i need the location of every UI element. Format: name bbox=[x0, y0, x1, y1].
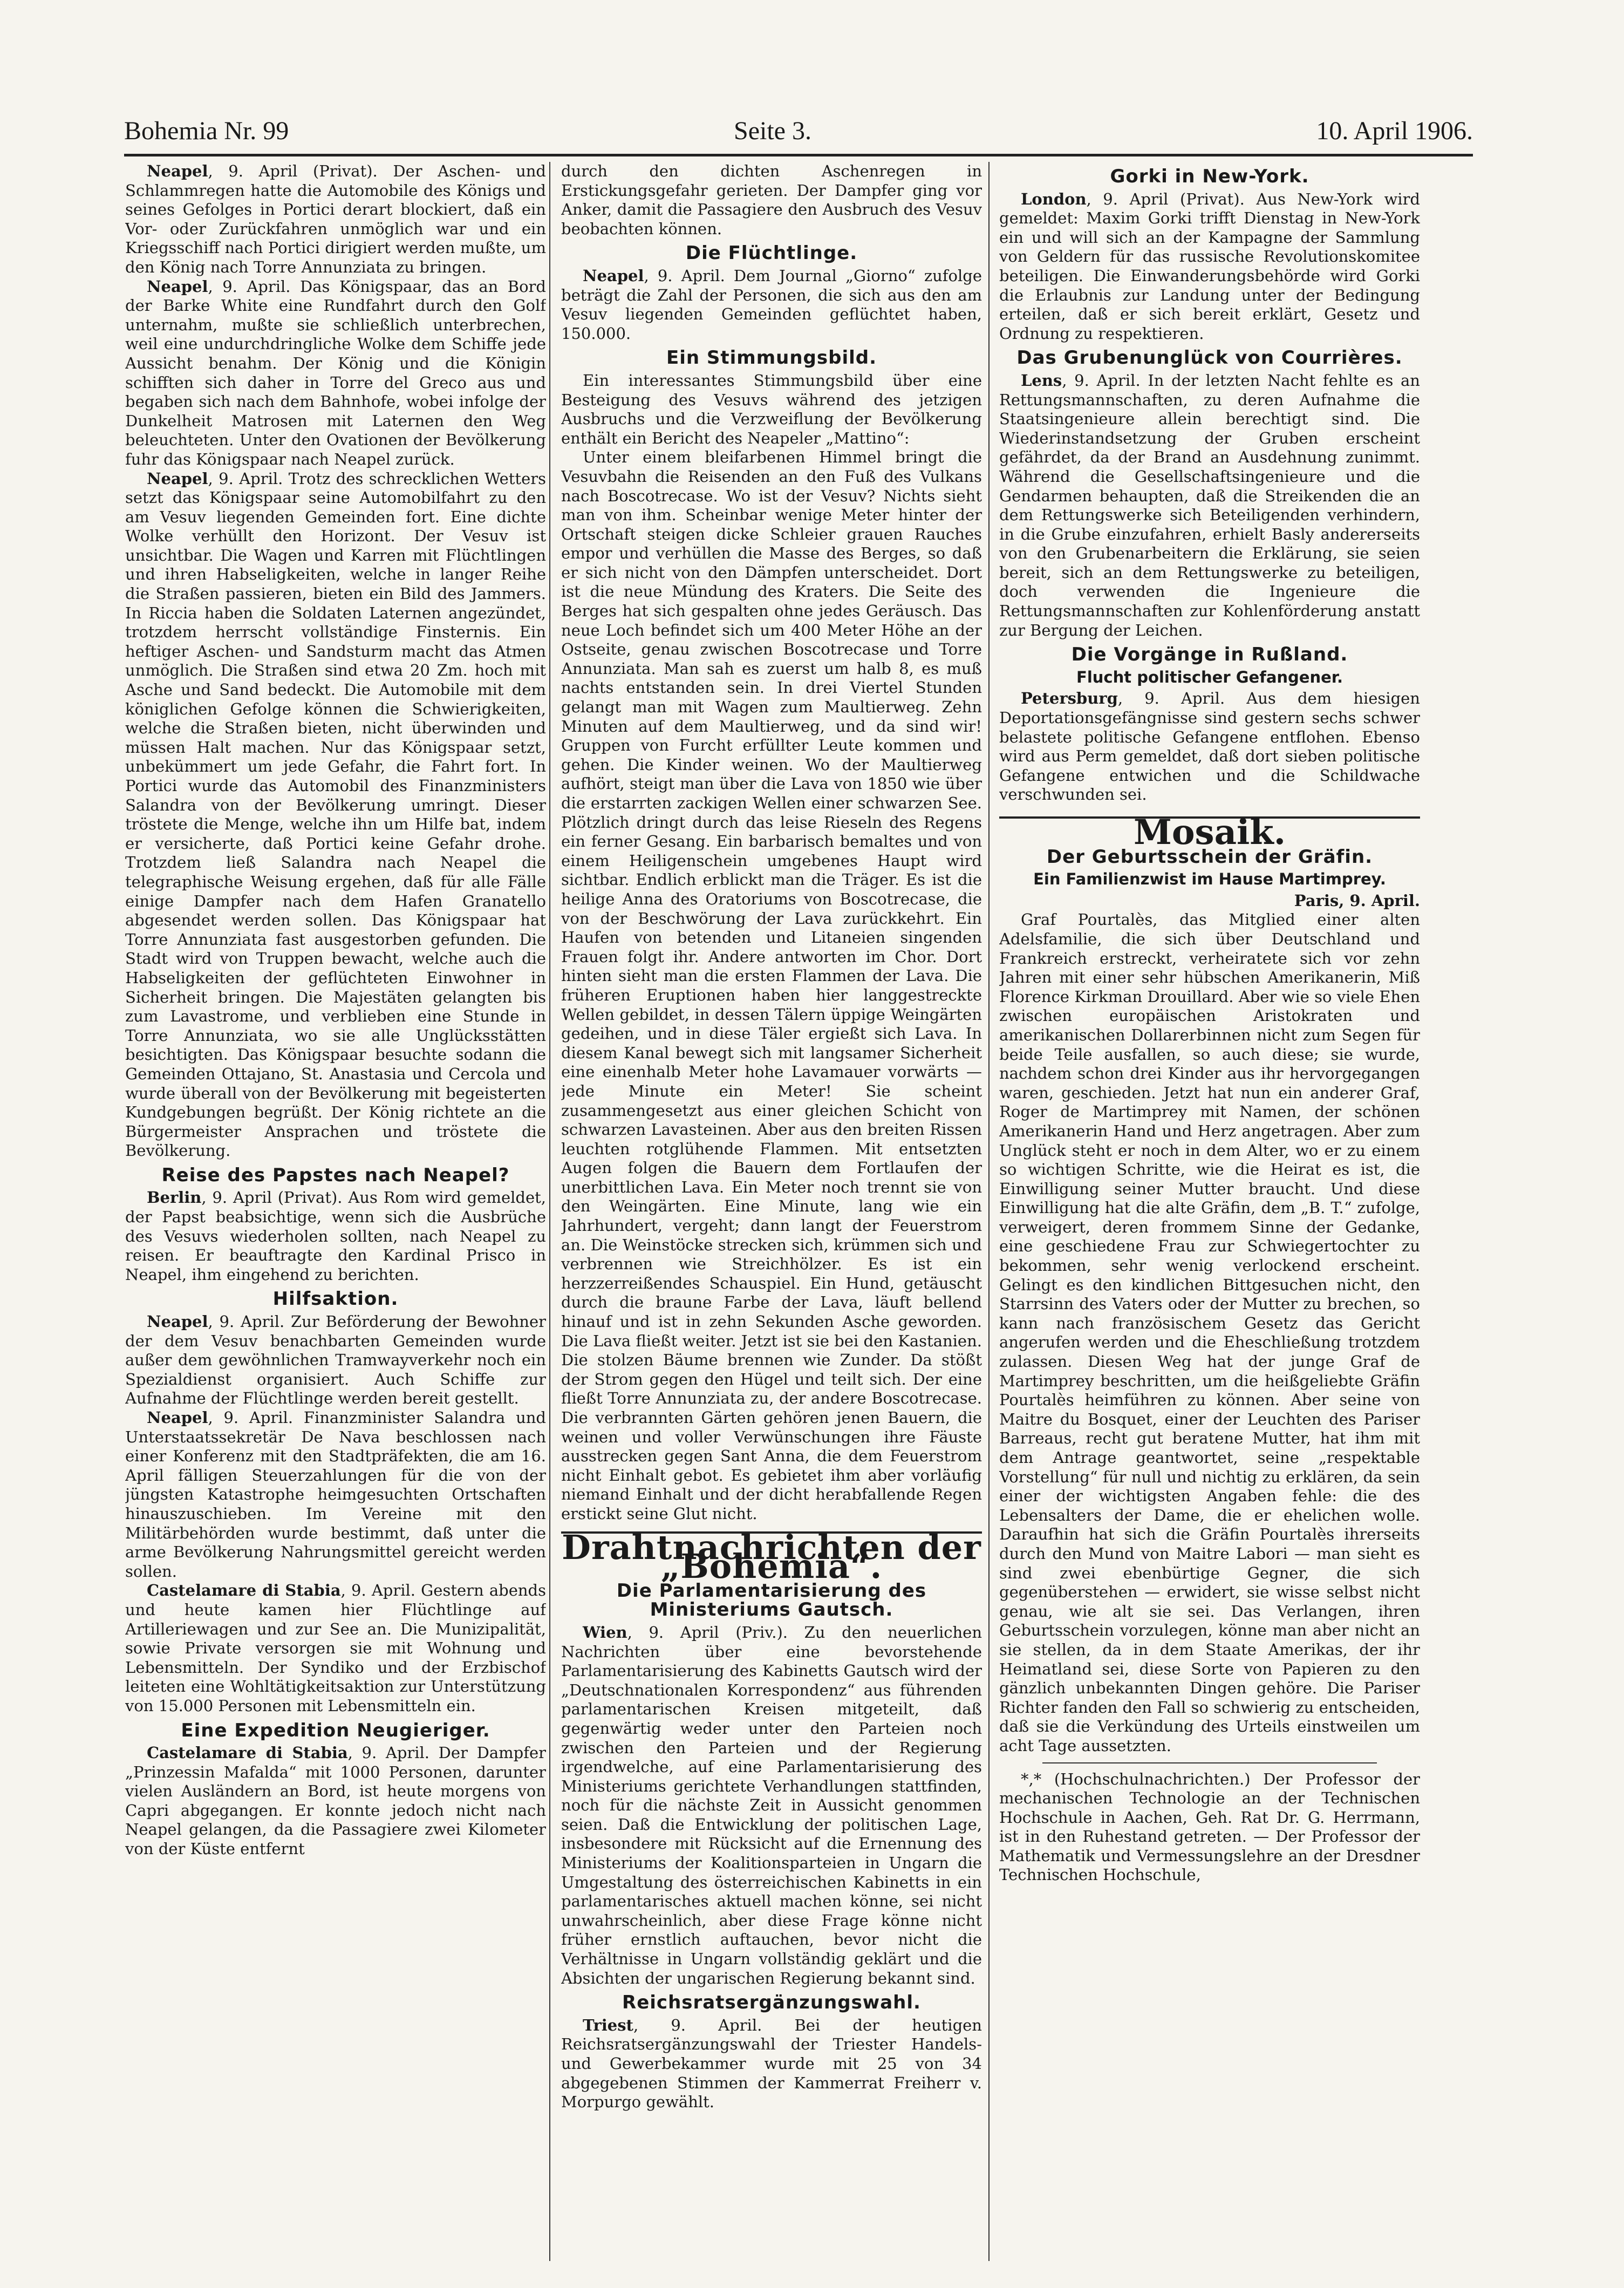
section-title-mosaik: Mosaik. bbox=[999, 816, 1420, 842]
article-subheading: Ein Familienzwist im Hause Martimprey. bbox=[1033, 870, 1386, 889]
article-heading: Die Vorgänge in Rußland. bbox=[1071, 644, 1348, 666]
article-paragraph: Berlin, 9. April (Privat). Aus Rom wird gemeldet, der Papst beabsichtige, wenn sich die Ausbrüche des Vesuvs wiederholen sollten, nach Neapel zu reisen. Er beauftragte den Kardinal Prisco in Neapel, ihm eingehend zu berichten. bbox=[125, 1188, 546, 1284]
article-paragraph: Unter einem bleifarbenen Himmel bringt die Vesuvbahn die Reisenden an den Fuß des Vulkans nach Boscotrecase. Wo ist der Vesuv? Nichts sieht man von ihm. Scheinbar wenige Meter hinter der Ortschaft steigen dicke Schleier grauen Rauches empor und verhüllen die Masse des Berges, so daß er sich nicht von den Dämpfen unterscheidet. Dort ist die neue Mündung des Kraters. Die Seite des Berges hat sich gespalten ohne jedes Geräusch. Das neue Loch befindet sich um 400 Meter Höhe an der Ostseite, genau zwischen Boscotrecase und Torre Annunziata. Man sah es zuerst um halb 8, es muß nachts entstanden sein. In drei Viertel Stunden gelangt man mit Wagen zum Maultierweg. Zehn Minuten auf dem Maultierweg, und da sind wir! Gruppen von Furcht erfüllter Leute kommen und gehen. Die Kinder weinen. Wo der Maultierweg aufhört, steigt man über die Lava von 1850 wie über die erstarrten zackigen Wellen einer schwarzen See. Plötzlich dringt durch das leise Rieseln des Regens ein ferner Gesang. Ein barbarisch bemaltes und von einem Heiligenschein umgebenes Haupt wird sichtbar. Endlich erblickt man die Träger. Es ist die heilige Anna des Oratoriums von Boscotrecase, die von der Beschwörung der Lava zurückkehrt. Ein Haufen von betenden und Litaneien singenden Frauen folgt ihr. Andere antworten im Chor. Dort hinten sieht man die ersten Flammen der Lava. Die früheren Eruptionen haben hier langgestreckte Wellen gebildet, in dessen Tälern üppige Weingärten gedeihen, und in diese Täler ergießt sich Lava. In diesem Kanal bewegt sich mit langsamer Sicherheit eine einenhalb Meter hohe Lavamauer vorwärts — jede Minute ein Meter! Sie scheint zusammengesetzt aus einer gleichen Schicht von schwarzen Lavasteinen. Aber aus den breiten Rissen leuchten rotglühende Flammen. Mit entsetzten Augen folgen die Bauern dem Fortlaufen der unerbittlichen Lava. Ein Meter noch trennt sie von den Weingärten. Eine Minute, lang wie ein Jahrhundert, vergeht; dann langt der Feuerstrom an. Die Weinstöcke strecken sich, krümmen sich und verbrennen wie Streichhölzer. Es ist ein herzzerreißendes Schauspiel. Ein Hund, getäuscht durch die braune Farbe der Lava, läuft bellend hinauf und ist in zehn Sekunden Asche geworden. Die Lava fließt weiter. Jetzt ist sie bei den Kastanien. Die stolzen Bäume brennen wie Zunder. Da stößt der Strom gegen den Hügel und teilt sich. Der eine fließt Torre Annunziata zu, der andere Boscotrecase. Die verbrannten Gärten gehören jenen Bauern, die weinen und voller Verwünschungen ihre Fäuste ausstrecken gegen Sant Anna, die dem Feuerstrom nicht Einhalt gebot. Es gebietet ihm aber vorläufig niemand Einhalt und der dicht herabfallende Regen erstickt seine Glut nicht. bbox=[561, 448, 982, 1523]
article-paragraph: Wien, 9. April (Priv.). Zu den neuerlichen Nachrichten über eine bevorstehende Parlamentarisierung des Kabinetts Gautsch wird der „Deutschnationalen Korrespondenz“ aus führenden parlamentarischen Kreisen mitgeteilt, daß gegenwärtig weder unter den Parteien noch zwischen den Parteien und der Regierung irgendwelche, auf eine Parlamentarisierung des Ministeriums gerichtete Verhandlungen stattfinden, noch für die nächste Zeit in Aussicht genommen seien. Daß die Entwicklung der politischen Lage, insbesondere mit Rücksicht auf die Ernennung des Ministeriums der Koalitionsparteien in Ungarn die Umgestaltung des österreichischen Kabinetts in ein parlamentarisches aktuell machen könne, sei nicht unwahrscheinlich, aber diese Frage könne nicht früher ernstlich auftauchen, bevor nicht die Verhältnisse in Ungarn vollständig geklärt und die Absichten der ungarischen Regierung bekannt sind. bbox=[561, 1623, 982, 1987]
article-heading: Gorki in New-York. bbox=[1110, 166, 1309, 187]
article-paragraph: Graf Pourtalès, das Mitglied einer alten Adelsfamilie, die sich über Deutschland und Frankreich erstreckt, verheiratete sich vor zehn Jahren mit einer sehr hübschen Amerikanerin, Miß Florence Kirkman Drouillard. Aber wie so viele Ehen zwischen europäischen Aristokraten und amerikanischen Dollarerbinnen nicht zum Segen für beide Teile ausfallen, so auch diese; sie wurde, nachdem schon drei Kinder aus ihr hervorgegangen waren, geschieden. Jetzt hat nun ein anderer Graf, Roger de Martimprey mit Namen, der schönen Amerikanerin Hand und Herz angetragen. Aber zum Unglück steht er noch in dem Alter, wo er zu einem so wichtigen Schritte, wie die Heirat es ist, die Einwilligung seiner Mutter braucht. Und diese Einwilligung hat die alte Gräfin, dem „B. T.“ zufolge, verweigert, deren frommem Sinne der Gedanke, eine geschiedene Frau zur Schwiegertochter zu bekommen, sehr wenig verlockend erscheint. Gelingt es den kindlichen Bittgesuchen nicht, den Starrsinn des Vaters oder der Mutter zu brechen, so kann nach französischem Gesetz das Gericht angerufen werden und die Eheschließung trotzdem zulassen. Diesen Weg hat der junge Graf de Martimprey beschritten, um die heißgeliebte Gräfin Pourtalès heimführen zu können. Aber seine von Maitre du Bosquet, einer der Leuchten des Pariser Barreaus, recht gut beratene Mutter, hat ihm mit dem Antrage geantwortet, seine „respektable Vorstellung“ für null und nichtig zu erklären, da sein einer der wichtigsten Angaben fehle: die des Lebensalters der Dame, die er ehelichen wolle. Daraufhin hat sich die Gräfin Pourtalès ihrerseits durch den Mund von Maitre Labori — man sieht es sind zwei ebenbürtige Gegner, die sich gegenüberstehen — erwidert, sie wisse selbst nicht genau, wie alt sie sei. Das Verlangen, ihren Geburtsschein vorzulegen, könne man aber nicht an sie stellen, da in dem Staate Amerikas, der ihr Heimatland sei, diese Sorte von Papieren zu den gänzlich unbekannten Dingen gehöre. Die Pariser Richter fanden den Fall so schwierig zu entscheiden, daß sie die Verkündung des Urteils einstweilen um acht Tage aussetzten. bbox=[999, 910, 1420, 1755]
article-paragraph: Neapel, 9. April. Finanzminister Salandra und Unterstaatssekretär De Nava beschlossen nach einer Konferenz mit den Stadtpräfekten, die am 16. April fälligen Steuerzahlungen für die von der jüngsten Katastrophe heimgesuchten Ortschaften hinauszuschieben. Im Vereine mit den Militärbehörden wurde bestimmt, daß unter die arme Bevölkerung Nahrungsmittel gereicht werden sollen. bbox=[125, 1408, 546, 1581]
section-title-telegrams: Drahtnachrichten der „Bohemia“. bbox=[562, 1527, 981, 1586]
page-header bbox=[124, 116, 1473, 156]
article-heading: Hilfsaktion. bbox=[272, 1288, 399, 1310]
article-paragraph: Castelamare di Stabia, 9. April. Gestern abends und heute kamen hier Flüchtlinge auf Artilleriewagen und zur See an. Die Munizipalität, sowie Private versorgen sie mit Wohnung und Lebensmitteln. Der Syndiko und der Erzbischof leiteten eine Wohltätigkeitsaktion zur Unterstützung von 15.000 Personen mit Lebensmitteln ein. bbox=[125, 1581, 546, 1715]
column-rule bbox=[549, 162, 550, 2261]
article-paragraph: *,* (Hochschulnachrichten.) Der Professor der mechanischen Technologie an der Technischen Hochschule in Aachen, Geh. Rat Dr. G. Herrmann, ist in den Ruhestand getreten. — Der Professor der Mathematik und Vermessungslehre an der Dresdner Technischen Hochschule, bbox=[999, 1769, 1420, 1884]
article-paragraph: Lens, 9. April. In der letzten Nacht fehlte es an Rettungsmannschaften, zu deren Aufnahme die Staatsingenieure allein berechtigt sind. Die Wiederinstandsetzung der Gruben erscheint gefährdet, da der Brand an Ausdehnung zunimmt. Während die Gesellschaftsingenieure und die Gendarmen behaupten, daß die Streikenden die an dem Rettungswerke sich Beteiligenden verhindern, in die Grube einzufahren, erhielt Basly andererseits von den Grubenarbeitern die Erklärung, sie seien bereit, sich an dem Rettungswerke zu beteiligen, doch verwenden die Ingenieure die Rettungsmannschaften zur Kohlenförderung anstatt zur Bergung der Leichen. bbox=[999, 371, 1420, 639]
article-paragraph: Neapel, 9. April. Zur Beförderung der Bewohner der dem Vesuv benachbarten Gemeinden wurde außer dem gewöhnlichen Tramwayverkehr noch ein Spezialdienst organisiert. Auch Schiffe zur Aufnahme der Flüchtlinge werden bereit gestellt. bbox=[125, 1312, 546, 1408]
article-heading: Die Flüchtlinge. bbox=[685, 242, 858, 264]
article-heading: Der Geburtsschein der Gräfin. bbox=[1046, 846, 1373, 868]
divider bbox=[1042, 1762, 1377, 1763]
issue-date: 10. April 1906. bbox=[1316, 117, 1473, 145]
article-paragraph: Neapel, 9. April. Trotz des schrecklichen Wetters setzt das Königspaar seine Automobilfahrt zu den am Vesuv liegenden Gemeinden fort. Eine dichte Wolke verhüllt den Horizont. Der Vesuv ist unsichtbar. Die Wagen und Karren mit Flüchtlingen und ihren Habseligkeiten, welche in langer Reihe die Straßen passieren, bieten ein Bild des Jammers. In Riccia haben die Soldaten Laternen angezündet, trotzdem herrscht vollständige Finsternis. Ein heftiger Aschen- und Sandsturm macht das Atmen unmöglich. Die Straßen sind etwa 20 Zm. hoch mit Asche und Sand bedeckt. Die Automobile mit dem königlichen Gefolge können die Schwierigkeiten, welche die Straßen bieten, nicht überwinden und müssen Halt machen. Nur das Königspaar setzt, unbekümmert um jede Gefahr, die Fahrt fort. In Portici wurde das Automobil des Finanzministers Salandra von der Bevölkerung umringt. Dieser tröstete die Menge, welche ihn um Hilfe bat, indem er versicherte, daß Portici keine Gefahr drohe. Trotzdem ließ Salandra nach Neapel die telegraphische Weisung ergehen, daß für alle Fälle einige Dampfer nach dem Hafen Granatello abgesendet werden sollen. Das Königspaar hat Torre Annunziata fast ausgestorben gefunden. Die Stadt wird von Truppen bewacht, welche auch die Habseligkeiten der geflüchteten Einwohner in Sicherheit bringen. Die Majestäten gelangten bis zum Lavastrome, und verblieben eine Stunde in Torre Annunziata, wo sie alle Unglücksstätten besichtigten. Das Königspaar besuchte sodann die Gemeinden Ottajano, St. Anastasia und Cercola und wurde überall von der Bevölkerung mit begeisterten Kundgebungen begrüßt. Der König richtete an die Bürgermeister Ansprachen und tröstete die Bevölkerung. bbox=[125, 469, 546, 1160]
masthead-issue: Bohemia Nr. 99 bbox=[124, 117, 289, 145]
article-paragraph: Petersburg, 9. April. Aus dem hiesigen Deportationsgefängnisse sind gestern sechs schwer belastete politische Gefangene entflohen. Ebenso wird aus Perm gemeldet, daß dort sieben politische Gefangene entwichen und die Schildwache verschwunden sei. bbox=[999, 689, 1420, 804]
column-middle bbox=[561, 162, 982, 2266]
article-heading: Ein Stimmungsbild. bbox=[666, 347, 877, 369]
article-heading: Das Grubenunglück von Courrières. bbox=[1016, 347, 1403, 369]
article-paragraph: durch den dichten Aschenregen in Erstickungsgefahr gerieten. Der Dampfer ging vor Anker, damit die Passagiere den Ausbruch des Vesuv beobachten können. bbox=[561, 162, 982, 238]
article-heading: Die Parlamentarisierung des Ministeriums Gautsch. bbox=[616, 1579, 927, 1621]
column-rule bbox=[988, 162, 990, 2261]
column-left bbox=[125, 162, 546, 2266]
dateline: Paris, 9. April. bbox=[1294, 891, 1420, 910]
article-subheading: Flucht politischer Gefangener. bbox=[1076, 668, 1343, 686]
article-paragraph: Castelamare di Stabia, 9. April. Der Dampfer „Prinzessin Mafalda“ mit 1000 Personen, darunter vielen Ausländern an Bord, ist heute morgens von Capri abgegangen. Er konnte jedoch nicht nach Neapel gelangen, da die Passagiere zwei Kilometer von der Küste entfernt bbox=[125, 1744, 546, 1858]
article-heading: Reise des Papstes nach Neapel? bbox=[161, 1164, 510, 1186]
article-paragraph: Neapel, 9. April. Dem Journal „Giorno“ zufolge beträgt die Zahl der Personen, die sich aus den am Vesuv liegenden Gemeinden geflüchtet haben, 150.000. bbox=[561, 266, 982, 343]
page-number: Seite 3. bbox=[734, 117, 811, 145]
article-paragraph: Triest, 9. April. Bei der heutigen Reichsratsergänzungswahl der Triester Handels- und Gewerbekammer wurde mit 25 von 34 abgegebenen Stimmen der Kammerrat Freiherr v. Morpurgo gewählt. bbox=[561, 2015, 982, 2112]
article-heading: Reichsratsergänzungswahl. bbox=[622, 1992, 921, 2014]
article-paragraph: Ein interessantes Stimmungsbild über eine Besteigung des Vesuvs während des jetzigen Ausbruchs und die Verzweiflung der Bevölkerung enthält ein Bericht des Neapeler „Mattino“: bbox=[561, 371, 982, 447]
column-right bbox=[999, 162, 1420, 2266]
article-paragraph: Neapel, 9. April (Privat). Der Aschen- und Schlammregen hatte die Automobile des Königs und seines Gefolges in Portici derart blockiert, daß ein Vor- oder Zurückfahren unmöglich war und ein Kriegsschiff nach Portici dirigiert werden mußte, um den König nach Torre Annunziata zu bringen. bbox=[125, 162, 546, 276]
article-heading: Eine Expedition Neugieriger. bbox=[181, 1719, 490, 1741]
article-paragraph: Neapel, 9. April. Das Königspaar, das an Bord der Barke White eine Rundfahrt durch den Golf unternahm, mußte sie schließlich unterbrechen, weil eine undurchdringliche Wolke dem Schiffe jede Aussicht benahm. Der König und die Königin schifften sich daher in Torre del Greco aus und begaben sich nach dem Bahnhofe, wobei infolge der Dunkelheit Matrosen mit Laternen den Weg beleuchteten. Unter den Ovationen der Bevölkerung fuhr das Königspaar nach Neapel zurück. bbox=[125, 277, 546, 468]
article-paragraph: London, 9. April (Privat). Aus New-York wird gemeldet: Maxim Gorki trifft Dienstag in New-York ein und will sich an der Kampagne der Sammlung von Geldern für das russische Revolutionskomitee beteiligen. Die Einwanderungsbehörde wird Gorki die Erlaubnis zur Landung unter der Bedingung erteilen, daß er sich bereit erklärt, Gesetz und Ordnung zu respektieren. bbox=[999, 189, 1420, 343]
